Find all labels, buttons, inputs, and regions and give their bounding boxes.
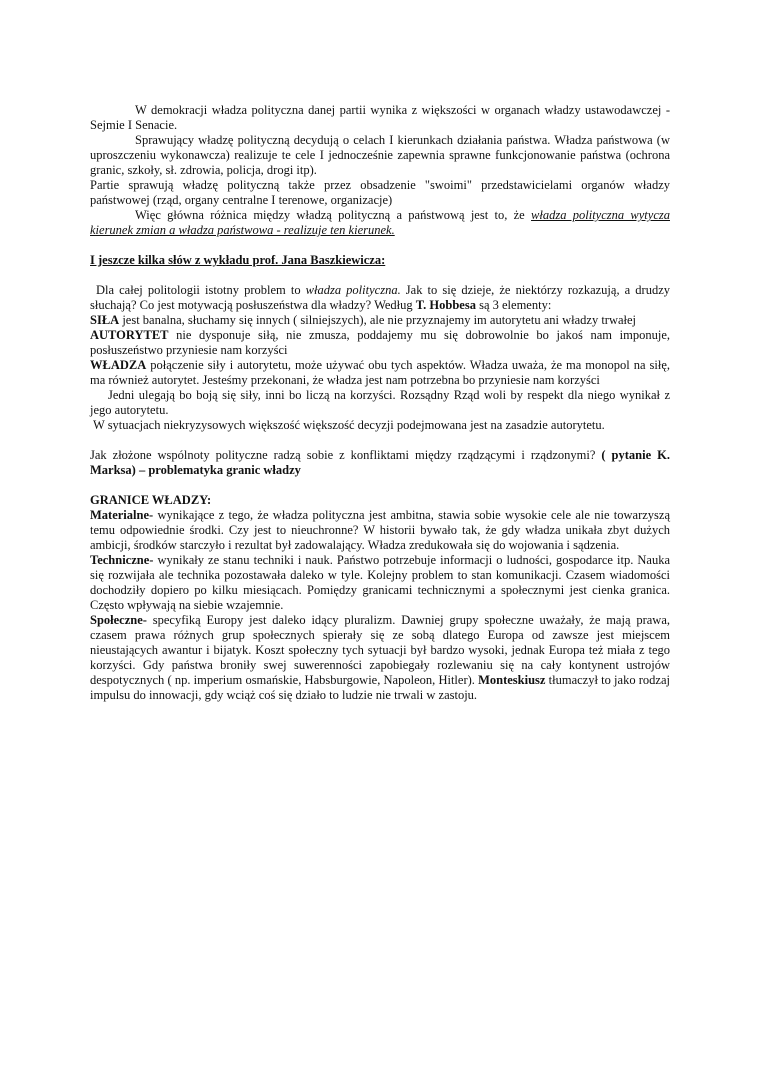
definition-autorytet	[90, 328, 670, 358]
granice-spoleczne-term: Społeczne-	[90, 613, 147, 627]
definition-sila-term: SIŁA	[90, 313, 120, 327]
granice-heading-text: GRANICE WŁADZY:	[90, 493, 212, 507]
intro-paragraph-4-emphasis: władza polityczna wytycza kierunek zmian a władza państwowa - realizuje ten kierunek.	[90, 208, 670, 237]
lecture-p1-hobbes: T. Hobbesa	[415, 298, 476, 312]
definition-wladza-term: WŁADZA	[90, 358, 147, 372]
granice-spoleczne-text: specyfiką Europy jest daleko idący pluralizm. Dawniej grupy społeczne uważały, że mają prawa, czasem prawa różnych grup społecznych spierały się ze sobą dlatego Europa od zawsze jest miejscem nieustających awantur i bijatyk. Koszt społeczny tych sytuacji był bardzo wysoki, jednak Europa też miała z tego korzyści. Gdy państwa broniły swej suwerenności zapobiegały rozlewaniu się na cały kontynent ustrojów despotycznych ( np. imperium osmańskie, Habsburgowie, Napoleon, Hitler).	[90, 613, 670, 687]
intro-paragraph-3: Partie sprawują władzę polityczną także przez obsadzenie "swoimi" przedstawicielami organów władzy państwowej (rząd, organy centralne I terenowe, organizacje)	[90, 178, 670, 207]
intro-paragraph-4	[90, 208, 670, 238]
granice-materialne-text: wynikające z tego, że władza polityczna jest ambitna, stawia sobie wysokie cele ale nie towarzyszą temu odpowiednie środki. Czy jest to nieuchronne? W historii bywało tak, że gdy władza unikała zbyt dużych ambicji, środków starczyło i rezultat był zadowalający. Władza zredukowała się do wojowania i sądzenia.	[90, 508, 670, 552]
lecture-p1-emphasis: władza polityczna.	[305, 283, 401, 297]
definition-autorytet-term: AUTORYTET	[90, 328, 169, 342]
document-page	[90, 103, 670, 703]
definition-wladza-text: połączenie siły i autorytetu, może używać obu tych aspektów. Władza uważa, że ma monopol na siłę, ma również autorytet. Jesteśmy przekonani, że władza jest nam potrzebna bo przyniesie nam korzyści	[90, 358, 670, 387]
lecture-p1-c: są 3 elementy:	[475, 298, 552, 312]
marks-question	[90, 448, 670, 478]
granice-heading	[90, 493, 670, 508]
marks-question-text: Jak złożone wspólnoty polityczne radzą sobie z konfliktami między rządzącymi i rządzonymi?	[90, 448, 602, 462]
granice-spoleczne-end: tłumaczył to jako rodzaj impulsu do innowacji, gdy wciąż coś się działo to ludzie nie trwali w zastoju.	[90, 673, 671, 702]
granice-materialne-term: Materialne-	[90, 508, 154, 522]
granice-monteskiusz: Monteskiusz	[478, 673, 546, 687]
definition-autorytet-text: nie dysponuje siłą, nie zmusza, poddajemy mu się dobrowolnie bo jakoś nam imponuje, posłuszeństwo przyniesie nam korzyści	[90, 328, 670, 357]
intro-paragraph-1: W demokracji władza polityczna danej partii wynika z większości w organach władzy ustawodawczej - Sejmie I Senacie.	[90, 103, 670, 132]
granice-techniczne	[90, 553, 670, 613]
lecture-heading	[90, 253, 670, 268]
granice-materialne	[90, 508, 670, 553]
marks-question-bold: ( pytanie K. Marksa) – problematyka granic władzy	[90, 448, 670, 477]
intro-paragraph-2: Sprawujący władzę polityczną decydują o celach I kierunkach działania państwa. Władza państwowa (w uproszczeniu wykonawcza) realizuje te cele I jednocześnie zapewnia sprawne funkcjonowanie państwa (ochrona granic, szkoły, sł. zdrowia, policja, drogi itp).	[90, 133, 670, 177]
granice-spoleczne	[90, 613, 670, 703]
lecture-p1-a: Dla całej politologii istotny problem to	[96, 283, 306, 297]
intro-paragraph-4-text: Więc główna różnica między władzą polityczną a państwową jest to, że	[135, 208, 532, 222]
lecture-paragraph-kryzys: W sytuacjach niekryzysowych większość większość decyzji podejmowana jest na zasadzie autorytetu.	[93, 418, 605, 432]
definition-sila-text: jest banalna, słuchamy się innych ( silniejszych), ale nie przyznajemy im autorytetu ani władzy trwałej	[119, 313, 637, 327]
definition-wladza	[90, 358, 670, 388]
granice-techniczne-term: Techniczne-	[90, 553, 154, 567]
lecture-paragraph-1	[90, 283, 670, 313]
granice-techniczne-text: wynikały ze stanu techniki i nauk. Państwo potrzebuje informacji o ludności, gospodarce itp. Nauka się rozwijała ale technika pozostawała daleko w tyle. Kolejny problem to stan komunikacji. Czasem wiadomości dochodziły dopiero po kilku miesiącach. Pomiędzy granicami technicznymi a społecznymi jest cienka granica. Często wpływają na siebie wzajemnie.	[90, 553, 670, 612]
lecture-heading-text: I jeszcze kilka słów z wykładu prof. Jana Baszkiewicza:	[90, 253, 386, 267]
lecture-p1-b: Jak to się dzieje, że niektórzy rozkazują, a drudzy słuchają? Co jest motywacją posłuszeństwa dla władzy? Według	[90, 283, 671, 312]
lecture-paragraph-rzad: Jedni ulegają bo boją się siły, inni bo liczą na korzyści. Rozsądny Rząd woli by respekt dla niego wynikał z jego autorytetu.	[90, 388, 670, 417]
definition-sila	[90, 313, 670, 328]
